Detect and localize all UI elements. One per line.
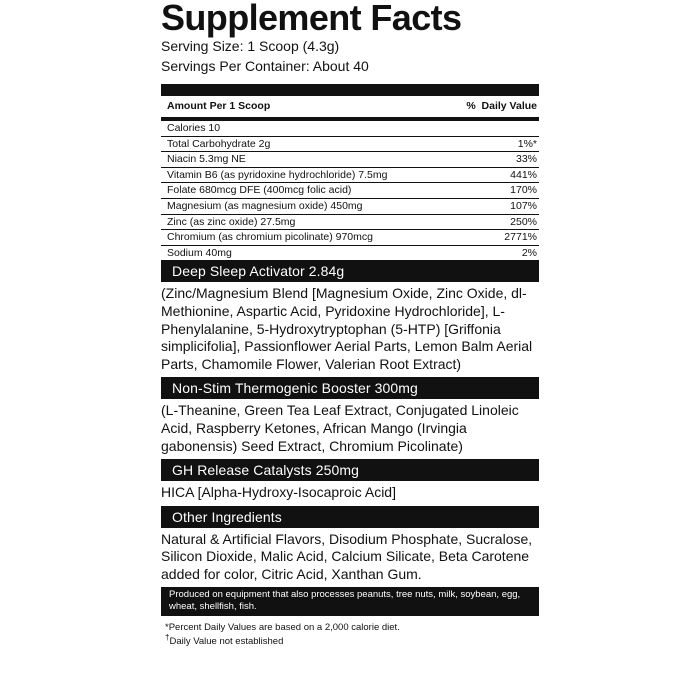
table-header bbox=[161, 96, 539, 121]
nutrient-name: Sodium 40mg bbox=[167, 246, 232, 259]
section-body-deep-sleep: (Zinc/Magnesium Blend [Magnesium Oxide, Zinc Oxide, dl-Methionine, Aspartic Acid, Pyridoxine Hydrochloride], L-Phenylalanine, 5-Hydroxytryptophan (5-HTP) [Griffonia simplicifolia], Passionflower Aerial Parts, Lemon Balm Aerial Parts, Chamomile Flower, Valerian Root Extract) bbox=[161, 285, 533, 372]
nutrient-dv: 2771% bbox=[504, 231, 537, 244]
section-header-gh-release: GH Release Catalysts 250mg bbox=[161, 459, 539, 481]
serving-size: Serving Size: 1 Scoop (4.3g) bbox=[161, 38, 340, 54]
section-header-thermogenic: Non-Stim Thermogenic Booster 300mg bbox=[161, 377, 539, 399]
nutrient-name: Niacin 5.3mg NE bbox=[167, 153, 246, 166]
nutrient-dv: 2% bbox=[521, 246, 537, 259]
table-row bbox=[161, 121, 539, 137]
nutrient-dv: 441% bbox=[510, 168, 537, 181]
nutrient-dv: 250% bbox=[510, 215, 537, 228]
table-row bbox=[161, 230, 539, 246]
table-row bbox=[161, 152, 539, 168]
nutrient-dv: 33% bbox=[515, 153, 537, 166]
table-row bbox=[161, 215, 539, 231]
footnote-percent-dv: *Percent Daily Values are based on a 2,000 calorie diet. bbox=[165, 622, 400, 634]
nutrient-name: Calories 10 bbox=[167, 122, 221, 134]
panel-title: Supplement Facts bbox=[161, 0, 462, 38]
nutrient-name: Zinc (as zinc oxide) 27.5mg bbox=[167, 215, 296, 228]
nutrient-name: Chromium (as chromium picolinate) 970mcg bbox=[167, 231, 373, 244]
table-row bbox=[161, 199, 539, 215]
supplement-facts-panel bbox=[161, 0, 539, 649]
section-body-thermogenic: (L-Theanine, Green Tea Leaf Extract, Conjugated Linoleic Acid, Raspberry Ketones, African Mango (Irvingia gabonensis) Seed Extract, Chromium Picolinate) bbox=[161, 402, 519, 454]
daily-value-header: % Daily Value bbox=[466, 100, 537, 112]
table-row bbox=[161, 246, 539, 261]
table-row bbox=[161, 137, 539, 153]
footnote-not-established-text: Daily Value not established bbox=[169, 636, 284, 648]
nutrient-dv: 107% bbox=[510, 199, 537, 212]
thick-divider bbox=[161, 84, 539, 96]
dagger-mark: † bbox=[165, 633, 170, 643]
section-header-other-ingredients: Other Ingredients bbox=[161, 506, 539, 528]
allergen-notice: Produced on equipment that also processes peanuts, tree nuts, milk, soybean, egg, wheat, shellfish, fish. bbox=[161, 587, 539, 616]
footnote-not-established bbox=[165, 635, 539, 649]
nutrient-dv: 170% bbox=[510, 184, 537, 197]
table-row bbox=[161, 183, 539, 199]
section-header-deep-sleep: Deep Sleep Activator 2.84g bbox=[161, 260, 539, 282]
table-row bbox=[161, 168, 539, 184]
footnotes bbox=[161, 621, 539, 649]
section-body-other-ingredients: Natural & Artificial Flavors, Disodium Phosphate, Sucralose, Silicon Dioxide, Malic Acid, Calcium Silicate, Beta Carotene added for color, Citric Acid, Xanthan Gum. bbox=[161, 530, 533, 582]
nutrient-dv: 1%* bbox=[517, 137, 537, 150]
amount-header: Amount Per 1 Scoop bbox=[167, 100, 271, 112]
nutrient-name: Folate 680mcg DFE (400mcg folic acid) bbox=[167, 184, 352, 197]
nutrient-table bbox=[161, 121, 539, 260]
nutrient-name: Vitamin B6 (as pyridoxine hydrochloride) 7.5mg bbox=[167, 168, 388, 181]
nutrient-name: Total Carbohydrate 2g bbox=[167, 137, 271, 150]
nutrient-name: Magnesium (as magnesium oxide) 450mg bbox=[167, 199, 363, 212]
servings-per-container: Servings Per Container: About 40 bbox=[161, 58, 369, 74]
section-body-gh-release: HICA [Alpha-Hydroxy-Isocaproic Acid] bbox=[161, 484, 396, 501]
